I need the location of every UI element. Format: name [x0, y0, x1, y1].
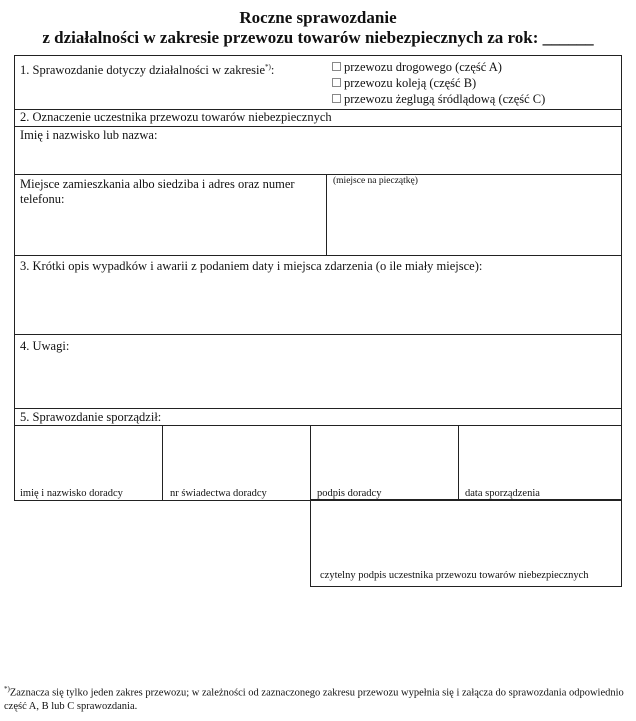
option-rail[interactable] — [332, 76, 476, 91]
col-divider-3 — [458, 425, 459, 500]
incidents-description-field[interactable] — [15, 276, 621, 333]
address-field[interactable] — [15, 207, 323, 253]
form-title — [14, 8, 622, 48]
option-inland-waterway[interactable] — [332, 92, 545, 107]
footnote — [4, 683, 632, 713]
divider-name — [14, 174, 622, 175]
stamp-area — [328, 190, 620, 253]
col-divider-2 — [310, 425, 311, 500]
checkbox-road[interactable] — [332, 62, 341, 71]
divider-2-3 — [14, 255, 622, 256]
divider-stamp — [326, 174, 327, 255]
col-label-certificate-number: nr świadectwa doradcy — [170, 488, 267, 499]
col-label-advisor-signature: podpis doradcy — [317, 488, 382, 499]
section1-label: 1. Sprawozdanie dotyczy działalności w zakresie*): — [20, 63, 275, 78]
divider-5-header — [14, 425, 622, 426]
footnote-marker: *) — [265, 63, 271, 71]
divider-2-header — [14, 126, 622, 127]
section4-label: 4. Uwagi: — [20, 339, 70, 353]
option-rail-label: przewozu koleją (część B) — [344, 76, 477, 90]
name-field[interactable] — [15, 143, 621, 173]
participant-signature-label: czytelny podpis uczestnika przewozu towarów niebezpiecznych — [320, 570, 589, 581]
option-road-label: przewozu drogowego (część A) — [344, 60, 502, 74]
col-label-preparation-date: data sporządzenia — [465, 488, 540, 499]
advisor-signature-field[interactable] — [312, 427, 456, 485]
divider-3-4 — [14, 334, 622, 335]
checkbox-rail[interactable] — [332, 78, 341, 87]
footnote-marker-bottom: *) — [4, 685, 10, 693]
address-field-label: Miejsce zamieszkania albo siedziba i adres oraz numer telefonu: — [20, 177, 295, 206]
col-label-advisor-name: imię i nazwisko doradcy — [20, 488, 123, 499]
checkbox-inland-waterway[interactable] — [332, 94, 341, 103]
section3-label: 3. Krótki opis wypadków i awarii z podaniem daty i miejsca zdarzenia (o ile miały miejsce): — [20, 259, 483, 273]
footnote-text: Zaznacza się tylko jeden zakres przewozu; w zależności od zaznaczonego zakresu przewozu wypełnia się i załącza do sprawozdania odpowiednio część A, B lub C sprawozdania. — [4, 687, 624, 712]
col-divider-1 — [162, 425, 163, 500]
title-line-2: z działalności w zakresie przewozu towarów niebezpiecznych za rok: ______ — [42, 28, 594, 47]
section2-label: 2. Oznaczenie uczestnika przewozu towarów niebezpiecznych — [20, 110, 332, 124]
name-field-label: Imię i nazwisko lub nazwa: — [20, 128, 158, 142]
advisor-certificate-field[interactable] — [164, 427, 308, 485]
option-inland-waterway-label: przewozu żeglugą śródlądową (część C) — [344, 92, 546, 106]
title-line-1: Roczne sprawozdanie — [239, 8, 397, 27]
stamp-area-label: (miejsce na pieczątkę) — [333, 176, 418, 186]
remarks-field[interactable] — [15, 356, 621, 406]
advisor-name-field[interactable] — [16, 427, 160, 485]
preparation-date-field[interactable] — [460, 427, 620, 485]
option-road[interactable] — [332, 60, 502, 75]
section5-label: 5. Sprawozdanie sporządził: — [20, 410, 162, 424]
